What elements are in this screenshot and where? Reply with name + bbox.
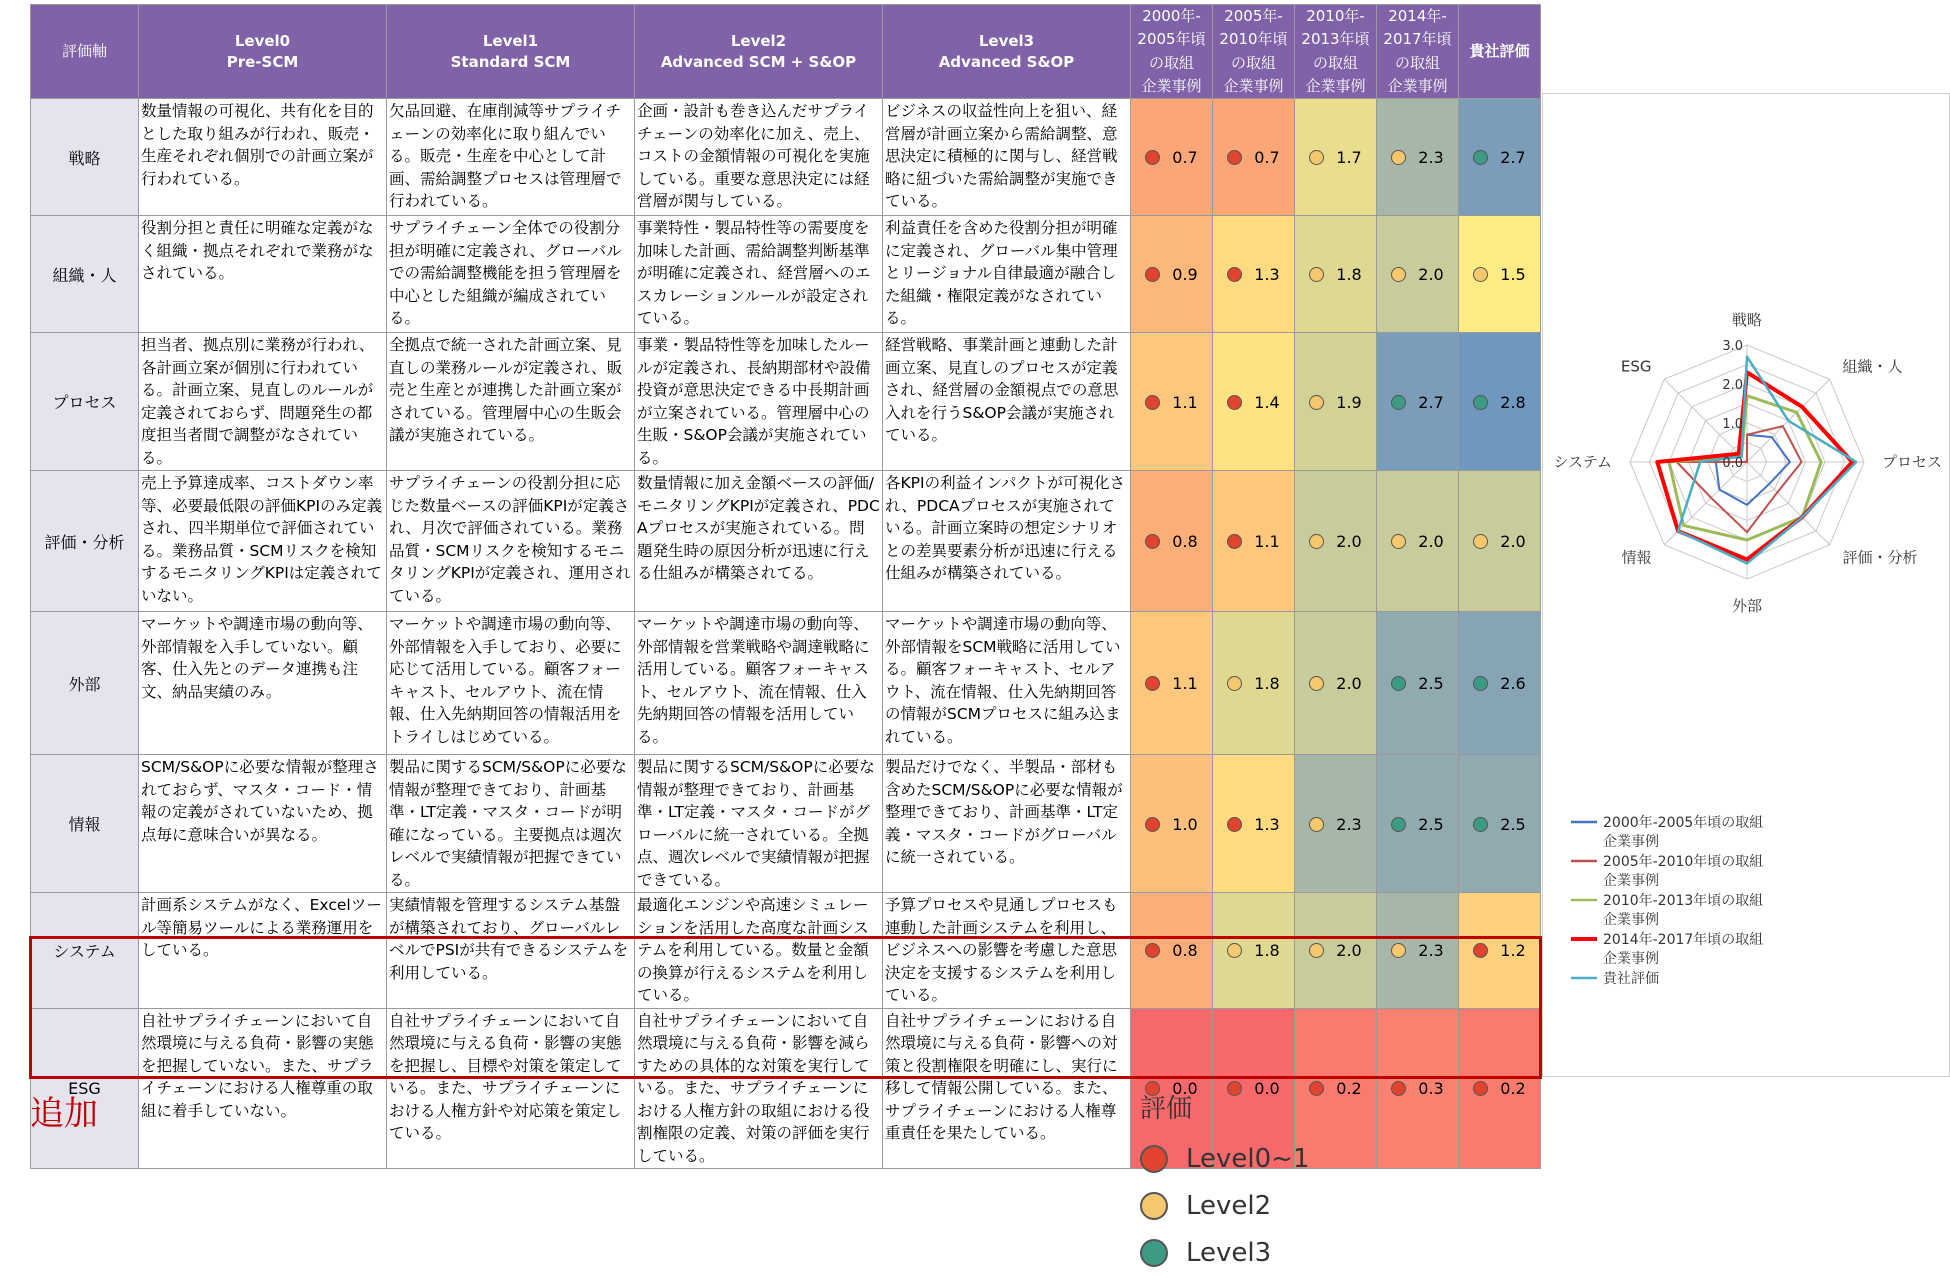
score-value: 1.7 bbox=[1336, 148, 1362, 167]
level2-description: 事業特性・製品特性等の需要度を加味した計画、需給調整判断基準が明確に定義され、経営層へのエスカレーションルールが設定されている。 bbox=[635, 216, 883, 333]
score-cell bbox=[1459, 755, 1541, 893]
level-dot-icon bbox=[1473, 676, 1488, 691]
score-value: 0.9 bbox=[1172, 265, 1198, 284]
score-value: 2.6 bbox=[1500, 674, 1526, 693]
radar-tick-label: 3.0 bbox=[1722, 339, 1743, 354]
level0-sub: Pre-SCM bbox=[226, 52, 299, 71]
maturity-table bbox=[30, 4, 1541, 1169]
score-value: 0.0 bbox=[1172, 1079, 1198, 1099]
level0-title: Level0 bbox=[234, 32, 291, 51]
score-value: 2.3 bbox=[1418, 148, 1444, 167]
level-dot-icon bbox=[1309, 150, 1324, 165]
evaluation-legend-title: 評価 bbox=[1140, 1094, 1193, 1124]
level3-dot-icon bbox=[1140, 1239, 1168, 1267]
score-value: 2.0 bbox=[1336, 941, 1362, 961]
level0-header bbox=[139, 5, 387, 99]
level2-description: 自社サプライチェーンにおいて自然環境に与える負荷・影響を減らすための具体的な対策を実行している。また、サプライチェーンにおける人権方針の取組における役割権限の定義、対策の評価を実行している。 bbox=[635, 1008, 883, 1169]
level1-description: 自社サプライチェーンにおいて自然環境に与える負荷・影響の実態を把握し、目標や対策を策定している。また、サプライチェーンにおける人権方針や対応策を策定している。 bbox=[387, 1008, 635, 1169]
score-header-own: 貴社評価 bbox=[1459, 5, 1541, 99]
level2-dot-icon bbox=[1140, 1192, 1168, 1220]
score-value: 2.0 bbox=[1500, 532, 1526, 551]
legend-label: 2000年-2005年頃の取組 bbox=[1603, 815, 1764, 831]
score-cell bbox=[1459, 612, 1541, 755]
level-dot-icon bbox=[1391, 676, 1406, 691]
radar-axis-label: 組織・人 bbox=[1842, 357, 1903, 376]
level0-description: SCM/S&OPに必要な情報が整理されておらず、マスタ・コード・情報の定義がされていないため、拠点毎に意味合いが異なる。 bbox=[139, 755, 387, 893]
level-dot-icon bbox=[1309, 395, 1324, 410]
score-cell bbox=[1213, 333, 1295, 471]
axis-header: 評価軸 bbox=[31, 5, 139, 99]
level-dot-icon bbox=[1391, 943, 1406, 958]
evaluation-legend-item-level01 bbox=[1140, 1135, 1310, 1182]
legend-label: 2014年-2017年頃の取組 bbox=[1603, 932, 1764, 948]
score-cell bbox=[1213, 99, 1295, 216]
radar-axis-label: プロセス bbox=[1882, 453, 1943, 471]
level1-description: マーケットや調達市場の動向等、外部情報を入手しており、必要に応じて活用している。顧客フォーキャスト、セルアウト、流在情報、仕入先納期回答の情報活用をトライしはじめている。 bbox=[387, 612, 635, 755]
score-cell bbox=[1459, 471, 1541, 612]
score-cell bbox=[1131, 333, 1213, 471]
legend-label: 2010年-2013年頃の取組 bbox=[1603, 893, 1764, 909]
radar-axis-label: システム bbox=[1553, 453, 1612, 471]
score-cell bbox=[1459, 1008, 1541, 1169]
table-row bbox=[31, 755, 1541, 893]
evaluation-legend-item-level2 bbox=[1140, 1182, 1310, 1229]
axis-label: 外部 bbox=[31, 612, 139, 755]
level-dot-icon bbox=[1473, 1081, 1488, 1096]
legend-label: 企業事例 bbox=[1603, 873, 1659, 889]
level-dot-icon bbox=[1391, 267, 1406, 282]
level1-description: 欠品回避、在庫削減等サプライチェーンの効率化に取り組んでいる。販売・生産を中心として計画、需給調整プロセスは管理層で行われている。 bbox=[387, 99, 635, 216]
level1-description: サプライチェーンの役割分担に応じた数量ベースの評価KPIが定義され、月次で評価されている。業務品質・SCMリスクを検知するモニタリングKPIが定義され、運用されている。 bbox=[387, 471, 635, 612]
level1-description: 全拠点で統一された計画立案、見直しの業務ルールが定義され、販売と生産とが連携した計画立案がされている。管理層中心の生販会議が実施されている。 bbox=[387, 333, 635, 471]
score-cell bbox=[1295, 333, 1377, 471]
level-dot-icon bbox=[1473, 267, 1488, 282]
score-cell bbox=[1377, 99, 1459, 216]
added-label: 追加 bbox=[30, 1094, 98, 1134]
score-cell bbox=[1377, 471, 1459, 612]
score-value: 1.9 bbox=[1336, 392, 1362, 412]
radar-axis-label: 評価・分析 bbox=[1842, 548, 1918, 567]
score-cell bbox=[1131, 893, 1213, 1009]
score-header-2005: 2005年- 2010年頃 の取組 企業事例 bbox=[1213, 5, 1295, 99]
radar-axis-label: 情報 bbox=[1621, 548, 1652, 567]
radar-axis-label: 戦略 bbox=[1731, 311, 1763, 329]
table-row bbox=[31, 99, 1541, 216]
table-row bbox=[31, 612, 1541, 755]
score-cell bbox=[1459, 99, 1541, 216]
legend-label: 貴社評価 bbox=[1603, 971, 1659, 987]
score-value: 2.3 bbox=[1418, 941, 1444, 961]
level2-header bbox=[635, 5, 883, 99]
score-value: 0.8 bbox=[1172, 532, 1198, 551]
level3-description: 製品だけでなく、半製品・部材も含めたSCM/S&OPに必要な情報が整理できており、計画基準・LT定義・マスタ・コードがグローバルに統一されている。 bbox=[883, 755, 1131, 893]
score-cell bbox=[1377, 893, 1459, 1009]
level-dot-icon bbox=[1145, 943, 1160, 958]
score-value: 1.3 bbox=[1254, 265, 1280, 284]
score-value: 2.0 bbox=[1418, 532, 1444, 551]
evaluation-legend-label: Level2 bbox=[1186, 1190, 1272, 1221]
score-header-2010: 2010年- 2013年頃 の取組 企業事例 bbox=[1295, 5, 1377, 99]
score-value: 1.1 bbox=[1254, 532, 1280, 551]
score-value: 2.5 bbox=[1500, 814, 1526, 834]
table-row bbox=[31, 333, 1541, 471]
score-header-2014: 2014年- 2017年頃 の取組 企業事例 bbox=[1377, 5, 1459, 99]
level1-description: 実績情報を管理するシステム基盤が構築されており、グローバルレベルでPSIが共有できるシステムを利用している。 bbox=[387, 893, 635, 1009]
axis-label: 情報 bbox=[31, 755, 139, 893]
score-cell bbox=[1459, 893, 1541, 1009]
table-row bbox=[31, 893, 1541, 1009]
score-value: 0.2 bbox=[1500, 1079, 1526, 1099]
level-dot-icon bbox=[1309, 817, 1324, 832]
radar-tick-label: 1.0 bbox=[1722, 417, 1743, 432]
radar-axis-label: ESG bbox=[1620, 357, 1652, 376]
level-dot-icon bbox=[1145, 817, 1160, 832]
evaluation-legend bbox=[1140, 1088, 1310, 1276]
level-dot-icon bbox=[1227, 267, 1242, 282]
score-cell bbox=[1131, 755, 1213, 893]
level2-description: 企画・設計も巻き込んだサプライチェーンの効率化に加え、売上、コストの金額情報の可視化を実施している。重要な意思決定には経営層が関与している。 bbox=[635, 99, 883, 216]
score-cell bbox=[1295, 471, 1377, 612]
level-dot-icon bbox=[1227, 150, 1242, 165]
legend-label: 企業事例 bbox=[1603, 912, 1659, 928]
level3-header bbox=[883, 5, 1131, 99]
level2-description: 製品に関するSCM/S&OPに必要な情報が整理できており、計画基準・LT定義・マスタ・コードがグローバルに統一されている。全拠点、週次レベルで実績情報が把握できている。 bbox=[635, 755, 883, 893]
level1-description: 製品に関するSCM/S&OPに必要な情報が整理できており、計画基準・LT定義・マスタ・コードが明確になっている。主要拠点は週次レベルで実績情報が把握できている。 bbox=[387, 755, 635, 893]
level-dot-icon bbox=[1227, 395, 1242, 410]
level-dot-icon bbox=[1227, 676, 1242, 691]
level-dot-icon bbox=[1473, 943, 1488, 958]
level-dot-icon bbox=[1309, 267, 1324, 282]
level-dot-icon bbox=[1309, 534, 1324, 549]
score-cell bbox=[1213, 216, 1295, 333]
level0-description: 計画系システムがなく、Excelツール等簡易ツールによる業務運用をしている。 bbox=[139, 893, 387, 1009]
level0-description: 役割分担と責任に明確な定義がなく組織・拠点それぞれで業務がなされている。 bbox=[139, 216, 387, 333]
level-dot-icon bbox=[1145, 267, 1160, 282]
level-dot-icon bbox=[1145, 676, 1160, 691]
score-cell bbox=[1459, 333, 1541, 471]
table-row bbox=[31, 216, 1541, 333]
score-cell bbox=[1213, 755, 1295, 893]
level-dot-icon bbox=[1391, 817, 1406, 832]
score-value: 1.4 bbox=[1254, 392, 1280, 412]
level0-description: 売上予算達成率、コストダウン率等、必要最低限の評価KPIのみ定義され、四半期単位で評価されている。業務品質・SCMリスクを検知するモニタリングKPIは定義されていない。 bbox=[139, 471, 387, 612]
axis-label: ESG bbox=[31, 1008, 139, 1169]
level3-description: 経営戦略、事業計画と連動した計画立案、見直しのプロセスが定義され、経営層の金額視点での意思入れを行うS&OP会議が実施されている。 bbox=[883, 333, 1131, 471]
axis-label: プロセス bbox=[31, 333, 139, 471]
radar-tick-label: 2.0 bbox=[1722, 378, 1743, 393]
score-cell bbox=[1295, 99, 1377, 216]
level2-title: Level2 bbox=[730, 32, 787, 51]
level2-description: 数量情報に加え金額ベースの評価/モニタリングKPIが定義され、PDCAプロセスが実施されている。問題発生時の原因分析が迅速に行える仕組みが構築されてる。 bbox=[635, 471, 883, 612]
score-cell bbox=[1213, 893, 1295, 1009]
level-dot-icon bbox=[1145, 150, 1160, 165]
score-value: 0.8 bbox=[1172, 941, 1198, 961]
level3-title: Level3 bbox=[978, 32, 1035, 51]
evaluation-legend-item-level3 bbox=[1140, 1229, 1310, 1276]
score-value: 1.8 bbox=[1254, 941, 1280, 961]
level-dot-icon bbox=[1227, 943, 1242, 958]
score-value: 2.7 bbox=[1418, 392, 1444, 412]
level-dot-icon bbox=[1391, 395, 1406, 410]
radar-axis-label: 外部 bbox=[1731, 597, 1763, 615]
score-value: 2.3 bbox=[1336, 814, 1362, 834]
level3-description: ビジネスの収益性向上を狙い、経営層が計画立案から需給調整、意思決定に積極的に関与し、経営戦略に紐づいた需給調整が実施できている。 bbox=[883, 99, 1131, 216]
level0-description: マーケットや調達市場の動向等、外部情報を入手していない。顧客、仕入先とのデータ連携も注文、納品実績のみ。 bbox=[139, 612, 387, 755]
score-value: 1.8 bbox=[1336, 265, 1362, 284]
level-dot-icon bbox=[1227, 817, 1242, 832]
score-cell bbox=[1377, 333, 1459, 471]
score-value: 1.5 bbox=[1500, 265, 1526, 284]
level3-description: 予算プロセスや見通しプロセスも連動した計画システムを利用し、ビジネスへの影響を考慮した意思決定を支援するシステムを利用している。 bbox=[883, 893, 1131, 1009]
level-dot-icon bbox=[1473, 395, 1488, 410]
level1-sub: Standard SCM bbox=[450, 52, 571, 71]
level-dot-icon bbox=[1391, 534, 1406, 549]
score-cell bbox=[1295, 893, 1377, 1009]
level-dot-icon bbox=[1309, 943, 1324, 958]
axis-label: 戦略 bbox=[31, 99, 139, 216]
level0-description: 数量情報の可視化、共有化を目的とした取り組みが行われ、販売・生産それぞれ個別での計画立案が行われている。 bbox=[139, 99, 387, 216]
score-cell bbox=[1131, 612, 1213, 755]
level3-description: 利益責任を含めた役割分担が明確に定義され、グローバル集中管理とリージョナル自律最適が融合した組織・権限定義がなされている。 bbox=[883, 216, 1131, 333]
level1-title: Level1 bbox=[482, 32, 539, 51]
level2-sub: Advanced SCM + S&OP bbox=[660, 52, 857, 71]
score-value: 2.7 bbox=[1500, 148, 1526, 167]
level-dot-icon bbox=[1391, 1081, 1406, 1096]
score-cell bbox=[1295, 216, 1377, 333]
legend-label: 2005年-2010年頃の取組 bbox=[1603, 854, 1764, 870]
evaluation-legend-label: Level3 bbox=[1186, 1237, 1272, 1268]
level0-description: 担当者、拠点別に業務が行われ、各計画立案が個別に行われている。計画立案、見直しのルールが定義されておらず、問題発生の都度担当者間で調整がなされている。 bbox=[139, 333, 387, 471]
level1-description: サプライチェーン全体での役割分担が明確に定義され、グローバルでの需給調整機能を担う管理層を中心とした組織が編成されている。 bbox=[387, 216, 635, 333]
level-dot-icon bbox=[1473, 817, 1488, 832]
level01-dot-icon bbox=[1140, 1145, 1168, 1173]
legend-label: 企業事例 bbox=[1603, 951, 1659, 967]
score-cell bbox=[1459, 216, 1541, 333]
score-value: 1.1 bbox=[1172, 392, 1198, 412]
score-value: 0.2 bbox=[1336, 1079, 1362, 1099]
level-dot-icon bbox=[1145, 395, 1160, 410]
legend-label: 企業事例 bbox=[1603, 834, 1659, 850]
table-row bbox=[31, 471, 1541, 612]
level2-description: 最適化エンジンや高速シミュレーションを活用した高度な計画システムを利用している。数量と金額の換算が行えるシステムを利用している。 bbox=[635, 893, 883, 1009]
level0-description: 自社サプライチェーンにおいて自然環境に与える負荷・影響の実態を把握していない。また、サプライチェーンにおける人権尊重の取組に着手していない。 bbox=[139, 1008, 387, 1169]
score-value: 0.7 bbox=[1254, 148, 1280, 167]
radar-tick-label: 0.0 bbox=[1722, 456, 1743, 471]
score-value: 1.1 bbox=[1172, 674, 1198, 693]
level3-sub: Advanced S&OP bbox=[938, 52, 1075, 71]
score-cell bbox=[1377, 216, 1459, 333]
score-cell bbox=[1295, 755, 1377, 893]
level1-header bbox=[387, 5, 635, 99]
radar-chart bbox=[1543, 94, 1949, 1076]
score-cell bbox=[1377, 612, 1459, 755]
level-dot-icon bbox=[1309, 1081, 1324, 1096]
level2-description: マーケットや調達市場の動向等、外部情報を営業戦略や調達戦略に活用している。顧客フォーキャスト、セルアウト、流在情報、仕入先納期回答の情報を活用している。 bbox=[635, 612, 883, 755]
score-cell bbox=[1131, 216, 1213, 333]
score-value: 0.3 bbox=[1418, 1079, 1444, 1099]
level3-description: マーケットや調達市場の動向等、外部情報をSCM戦略に活用している。顧客フォーキャスト、セルアウト、流在情報、仕入先納期回答の情報がSCMプロセスに組み込まれている。 bbox=[883, 612, 1131, 755]
level2-description: 事業・製品特性等を加味したルールが定義され、長納期部材や設備投資が意思決定できる中長期計画が立案されている。管理層中心の生販・S&OP会議が実施されている。 bbox=[635, 333, 883, 471]
score-value: 2.0 bbox=[1336, 532, 1362, 551]
score-value: 1.2 bbox=[1500, 941, 1526, 961]
score-value: 0.7 bbox=[1172, 148, 1198, 167]
score-cell bbox=[1131, 99, 1213, 216]
score-value: 1.0 bbox=[1172, 814, 1198, 834]
score-value: 2.5 bbox=[1418, 814, 1444, 834]
level3-description: 自社サプライチェーンにおける自然環境に与える負荷・影響への対策と役割権限を明確にし、実行に移して情報公開している。また、サプライチェーンにおける人権尊重責任を果たしている。 bbox=[883, 1008, 1131, 1169]
axis-label: 評価・分析 bbox=[31, 471, 139, 612]
score-cell bbox=[1213, 612, 1295, 755]
level3-description: 各KPIの利益インパクトが可視化され、PDCAプロセスが実施されている。計画立案時の想定シナリオとの差異要素分析が迅速に行える仕組みが構築されている。 bbox=[883, 471, 1131, 612]
score-value: 1.8 bbox=[1254, 674, 1280, 693]
evaluation-legend-label: Level0~1 bbox=[1186, 1143, 1310, 1174]
level-dot-icon bbox=[1473, 150, 1488, 165]
score-value: 2.8 bbox=[1500, 392, 1526, 412]
radar-chart-panel bbox=[1542, 93, 1950, 1077]
score-value: 1.3 bbox=[1254, 814, 1280, 834]
score-cell bbox=[1295, 612, 1377, 755]
score-value: 2.5 bbox=[1418, 674, 1444, 693]
score-cell bbox=[1213, 471, 1295, 612]
score-value: 2.0 bbox=[1418, 265, 1444, 284]
table-row bbox=[31, 1008, 1541, 1169]
level-dot-icon bbox=[1309, 676, 1324, 691]
axis-label: システム bbox=[31, 893, 139, 1009]
score-value: 2.0 bbox=[1336, 674, 1362, 693]
axis-label: 組織・人 bbox=[31, 216, 139, 333]
level-dot-icon bbox=[1473, 534, 1488, 549]
score-value: 0.0 bbox=[1254, 1079, 1280, 1099]
score-cell bbox=[1377, 755, 1459, 893]
level-dot-icon bbox=[1391, 150, 1406, 165]
level-dot-icon bbox=[1145, 534, 1160, 549]
score-header-2000: 2000年- 2005年頃 の取組 企業事例 bbox=[1131, 5, 1213, 99]
level-dot-icon bbox=[1227, 534, 1242, 549]
score-cell bbox=[1377, 1008, 1459, 1169]
score-cell bbox=[1131, 471, 1213, 612]
